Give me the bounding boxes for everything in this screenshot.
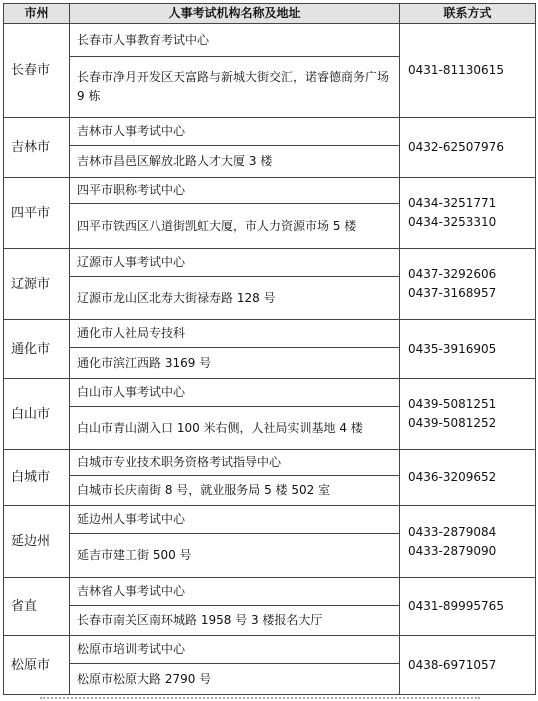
phone-number: 0431-81130615	[408, 63, 504, 77]
table-row	[4, 506, 536, 534]
table-row	[4, 578, 536, 606]
phone-number: 0431-89995765	[408, 599, 504, 613]
phone-number: 0433-2879084	[408, 524, 497, 539]
org-name-cell: 延边州人事考试中心	[70, 506, 400, 534]
phone-cell	[400, 379, 536, 450]
phone-number: 0434-3253310	[408, 215, 497, 229]
phone-cell	[400, 450, 536, 506]
phone-number: 0438-6971057	[408, 657, 497, 672]
city-cell: 辽源市	[4, 249, 70, 320]
phone-number: 0436-3209652	[408, 470, 497, 484]
phone-cell	[400, 249, 536, 320]
org-name-cell: 白山市人事考试中心	[70, 379, 400, 407]
phone-cell	[400, 118, 536, 178]
phone-number: 0433-2879090	[408, 543, 497, 558]
city-cell: 四平市	[4, 178, 70, 249]
phone-cell	[400, 578, 536, 636]
org-address-cell: 延吉市建工街 500 号	[70, 534, 400, 578]
table-row	[4, 379, 536, 407]
org-name-cell: 辽源市人事考试中心	[70, 249, 400, 277]
phone-cell	[400, 636, 536, 695]
phone-number: 0432-62507976	[408, 140, 504, 154]
org-name-cell: 四平市职称考试中心	[70, 178, 400, 204]
org-address-cell: 松原市松原大路 2790 号	[70, 664, 400, 695]
org-name-cell: 长春市人事教育考试中心	[70, 24, 400, 57]
city-cell: 长春市	[4, 24, 70, 118]
org-name-cell: 通化市人社局专技科	[70, 320, 400, 348]
org-address-cell: 长春市净月开发区天富路与新城大街交汇，诺睿德商务广场 9 栋	[70, 57, 400, 118]
city-cell: 吉林市	[4, 118, 70, 178]
city-cell: 白城市	[4, 450, 70, 506]
phone-cell	[400, 320, 536, 379]
phone-number: 0434-3251771	[408, 196, 497, 210]
city-cell: 延边州	[4, 506, 70, 578]
org-address-cell: 吉林市昌邑区解放北路人才大厦 3 楼	[70, 146, 400, 178]
header-contact: 联系方式	[400, 4, 536, 24]
org-address-cell: 通化市滨江西路 3169 号	[70, 348, 400, 379]
city-cell: 通化市	[4, 320, 70, 379]
org-name-cell: 松原市培训考试中心	[70, 636, 400, 664]
header-org: 人事考试机构名称及地址	[70, 4, 400, 24]
phone-number: 0435-3916905	[408, 341, 497, 356]
table-row	[4, 450, 536, 476]
phone-cell	[400, 178, 536, 249]
phone-number: 0437-3168957	[408, 286, 497, 300]
table-row	[4, 178, 536, 204]
org-address-cell: 长春市南关区南环城路 1958 号 3 楼报名大厅	[70, 606, 400, 636]
exam-institutions-table	[3, 3, 536, 695]
cut-off-text-line	[0, 697, 538, 701]
phone-number: 0437-3292606	[408, 267, 497, 281]
table-row	[4, 118, 536, 146]
city-cell: 白山市	[4, 379, 70, 450]
phone-number: 0439-5081251	[408, 397, 497, 411]
table-row	[4, 24, 536, 57]
org-name-cell: 吉林省人事考试中心	[70, 578, 400, 606]
org-name-cell: 吉林市人事考试中心	[70, 118, 400, 146]
org-address-cell: 白山市青山湖入口 100 米右侧，人社局实训基地 4 楼	[70, 407, 400, 450]
org-address-cell: 辽源市龙山区北寿大街禄寿路 128 号	[70, 277, 400, 320]
table-body	[4, 24, 536, 695]
table-row	[4, 249, 536, 277]
city-cell: 松原市	[4, 636, 70, 695]
phone-cell	[400, 24, 536, 118]
city-cell: 省直	[4, 578, 70, 636]
header-row	[4, 4, 536, 24]
org-name-cell: 白城市专业技术职务资格考试指导中心	[70, 450, 400, 476]
header-city: 市州	[4, 4, 70, 24]
org-address-cell: 白城市长庆南街 8 号，就业服务局 5 楼 502 室	[70, 476, 400, 506]
phone-number: 0439-5081252	[408, 416, 497, 430]
table-row	[4, 636, 536, 664]
phone-cell	[400, 506, 536, 578]
table-row	[4, 320, 536, 348]
org-address-cell: 四平市铁西区八道街凯虹大厦，市人力资源市场 5 楼	[70, 204, 400, 249]
